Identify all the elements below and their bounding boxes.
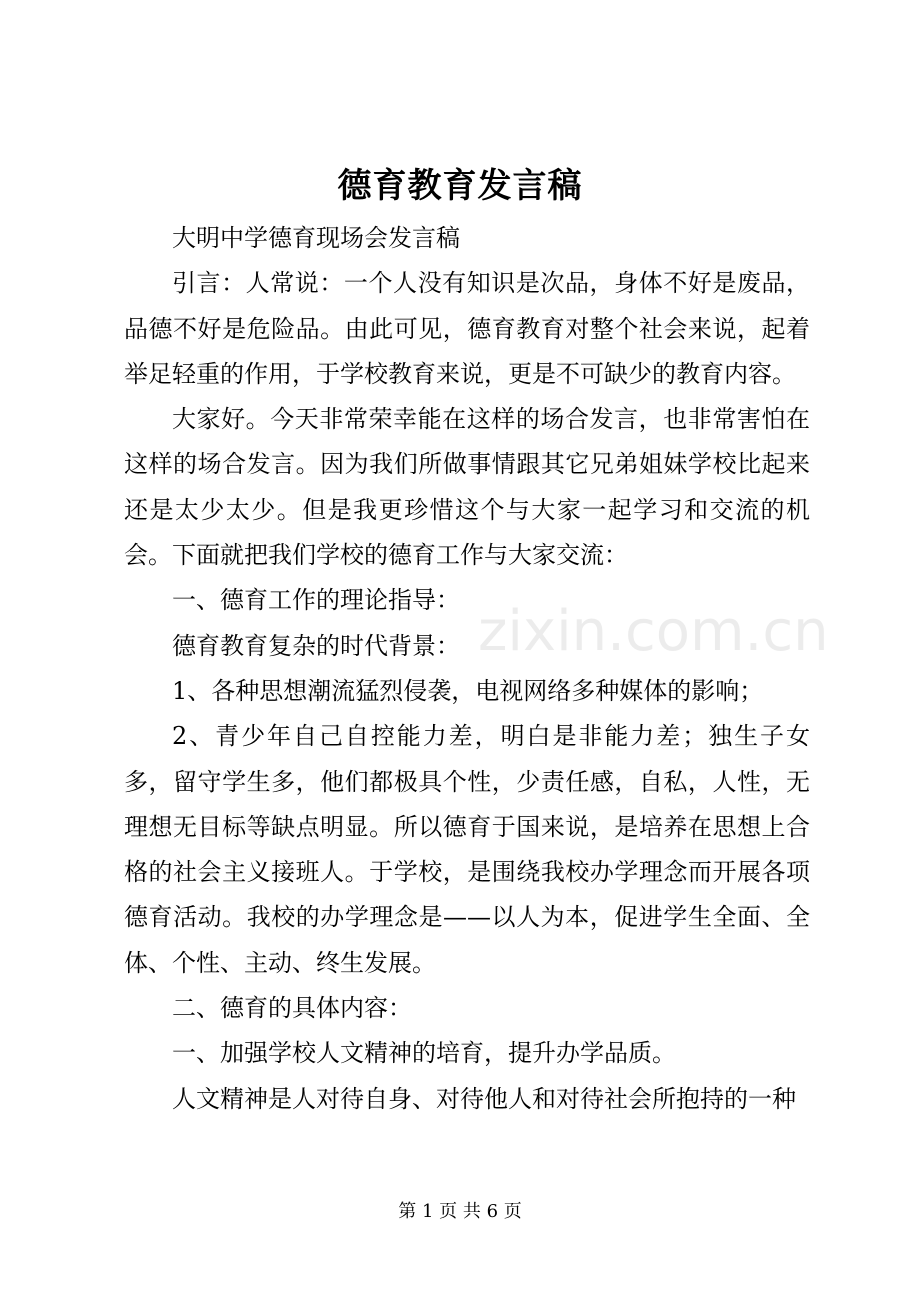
paragraph-background-heading: 德育教育复杂的时代背景： [172,631,460,660]
paragraph-intro: 引言：人常说：一个人没有知识是次品，身体不好是废品，品德不好是危险品。由此可见，德育教育对整个社会来说，起着举足轻重的作用，于学校教育来说，更是不可缺少的教育内容。 [124,269,810,388]
page-footer: 第 1 页 共 6 页 [398,1201,522,1222]
watermark-text: zixin.com.cn [478,599,829,664]
paragraph-greeting: 大家好。今天非常荣幸能在这样的场合发言，也非常害怕在这样的场合发言。因为我们所做事情跟其它兄弟姐妹学校比起来还是太少太少。但是我更珍惜这个与大家一起学习和交流的机会。下面就把我们学校的德育工作与大家交流： [124,405,810,570]
paragraph-subsection-one: 一、加强学校人文精神的培育，提升办学品质。 [172,1039,676,1068]
paragraph-section-two-heading: 二、德育的具体内容： [172,994,412,1023]
document-title: 德育教育发言稿 [337,166,583,206]
paragraph-subtitle: 大明中学德育现场会发言稿 [172,224,460,252]
paragraph-point-two: 2、青少年自己自控能力差，明白是非能力差；独生子女多，留守学生多，他们都极具个性，少责任感，自私，人性，无理想无目标等缺点明显。所以德育于国来说，是培养在思想上合格的社会主义接班人。于学校，是围绕我校办学理念而开展各项德育活动。我校的办学理念是——以人为本，促进学生全面、全体、个性、主动、终生发展。 [124,722,810,977]
paragraph-section-one-heading: 一、德育工作的理论指导： [172,586,460,615]
document-body [124,216,829,1122]
paragraph-point-one: 1、各种思想潮流猛烈侵袭，电视网络多种媒体的影响； [172,676,764,705]
paragraph-humanities: 人文精神是人对待自身、对待他人和对待社会所抱持的一种 [172,1084,796,1113]
